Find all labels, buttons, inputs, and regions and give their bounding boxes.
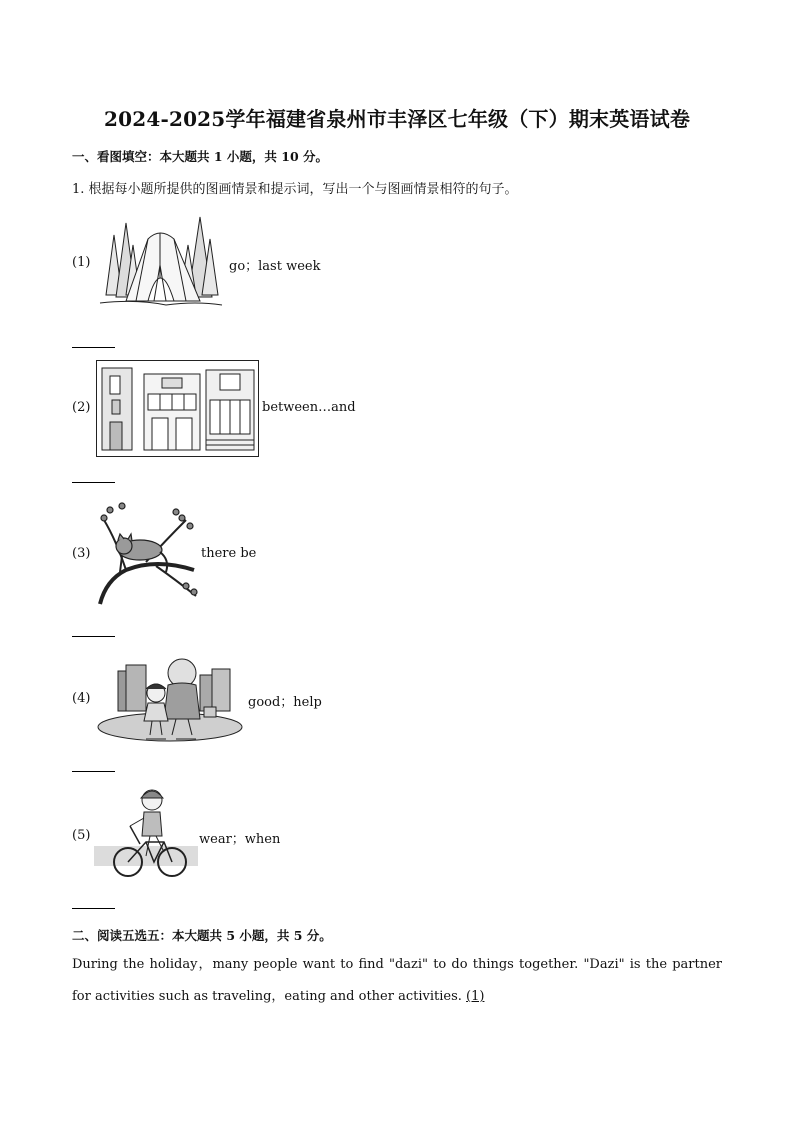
picture-item-4	[72, 655, 722, 747]
picture-item-2	[72, 360, 722, 460]
picture-item-1	[72, 205, 722, 315]
hint-text: there be	[201, 546, 257, 561]
item-number: (2)	[72, 400, 91, 415]
hint-text: between…and	[262, 400, 356, 415]
hint-text: wear；when	[199, 832, 281, 847]
picture-item-5	[72, 786, 722, 884]
section-2-heading: 二、阅读五选五：本大题共 5 小题，共 5 分。	[72, 928, 332, 943]
item-number: (3)	[72, 546, 91, 561]
buildings-illustration	[96, 360, 260, 458]
item-number: (4)	[72, 691, 91, 706]
paragraph-text: During the holiday，many people want to find "dazi" to do things together. "Dazi" is the partner for activities such as traveling，eating and other activities.	[72, 957, 722, 1004]
section-1-heading: 一、看图填空：本大题共 1 小题，共 10 分。	[72, 149, 329, 164]
answer-line-5[interactable]	[72, 908, 115, 909]
cat-on-branch-illustration	[96, 500, 202, 606]
page-title: 2024-2025学年福建省泉州市丰泽区七年级（下）期末英语试卷	[103, 107, 691, 131]
answer-line-1[interactable]	[72, 347, 115, 348]
question-1-instruction: 1. 根据每小题所提供的图画情景和提示词，写出一个与图画情景相符的句子。	[72, 182, 518, 197]
picture-item-3	[72, 500, 722, 608]
girl-on-bike-illustration	[94, 786, 198, 884]
item-number: (1)	[72, 255, 91, 270]
item-number: (5)	[72, 828, 91, 843]
tent-forest-illustration	[96, 205, 226, 309]
answer-line-2[interactable]	[72, 482, 115, 483]
blank-1[interactable]: (1)	[466, 989, 485, 1004]
hint-text: good；help	[248, 695, 322, 710]
helping-cross-street-illustration	[96, 655, 244, 745]
answer-line-4[interactable]	[72, 771, 115, 772]
hint-text: go；last week	[229, 259, 321, 274]
reading-paragraph	[72, 949, 722, 1013]
answer-line-3[interactable]	[72, 636, 115, 637]
